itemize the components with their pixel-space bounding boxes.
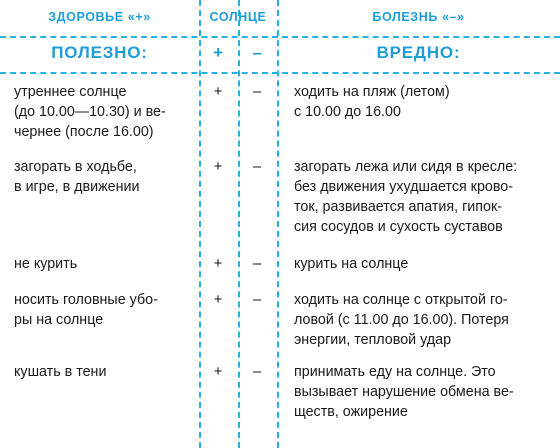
column-divider	[238, 0, 240, 448]
row-minus-sign: –	[252, 255, 262, 272]
subheader-plus: +	[213, 43, 224, 62]
row-harmful-text: ходить на пляж (летом) с 10.00 до 16.00	[294, 84, 450, 120]
row-plus-sign: +	[213, 158, 223, 175]
row-harmful-text: ходить на солнце с открытой го- ловой (с 11.00 до 16.00). Потеря энергии, тепловой удар	[294, 292, 509, 348]
row-useful-text: кушать в тени	[14, 364, 107, 380]
header-health: ЗДОРОВЬЕ «+»	[48, 10, 151, 24]
subheader-minus: –	[252, 43, 263, 62]
row-plus-sign: +	[213, 83, 223, 100]
row-harmful-text: принимать еду на солнце. Это вызывает нарушение обмена ве- ществ, ожирение	[294, 364, 514, 420]
row-plus-sign: +	[213, 255, 223, 272]
row-plus-sign: +	[213, 363, 223, 380]
row-useful-text: утреннее солнце (до 10.00—10.30) и ве- чернее (после 16.00)	[14, 84, 166, 140]
row-divider	[0, 36, 560, 38]
subheader-harmful: ВРЕДНО:	[376, 43, 461, 62]
row-minus-sign: –	[252, 158, 262, 175]
row-minus-sign: –	[252, 83, 262, 100]
header-illness: БОЛЕЗНЬ «–»	[372, 10, 465, 24]
row-divider	[0, 72, 560, 74]
row-useful-text: носить головные убо- ры на солнце	[14, 292, 158, 328]
header-sun: СОЛНЦЕ	[209, 10, 267, 24]
row-plus-sign: +	[213, 291, 223, 308]
column-divider	[277, 0, 279, 448]
row-harmful-text: загорать лежа или сидя в кресле: без движения ухудшается крово- ток, развивается апатия, гипок- сия сосудов и сухость суставов	[294, 159, 518, 235]
row-minus-sign: –	[252, 291, 262, 308]
subheader-useful: ПОЛЕЗНО:	[51, 43, 148, 62]
column-divider	[199, 0, 201, 448]
row-useful-text: загорать в ходьбе, в игре, в движении	[14, 159, 140, 195]
row-useful-text: не курить	[14, 256, 78, 272]
row-harmful-text: курить на солнце	[294, 256, 409, 272]
row-minus-sign: –	[252, 363, 262, 380]
